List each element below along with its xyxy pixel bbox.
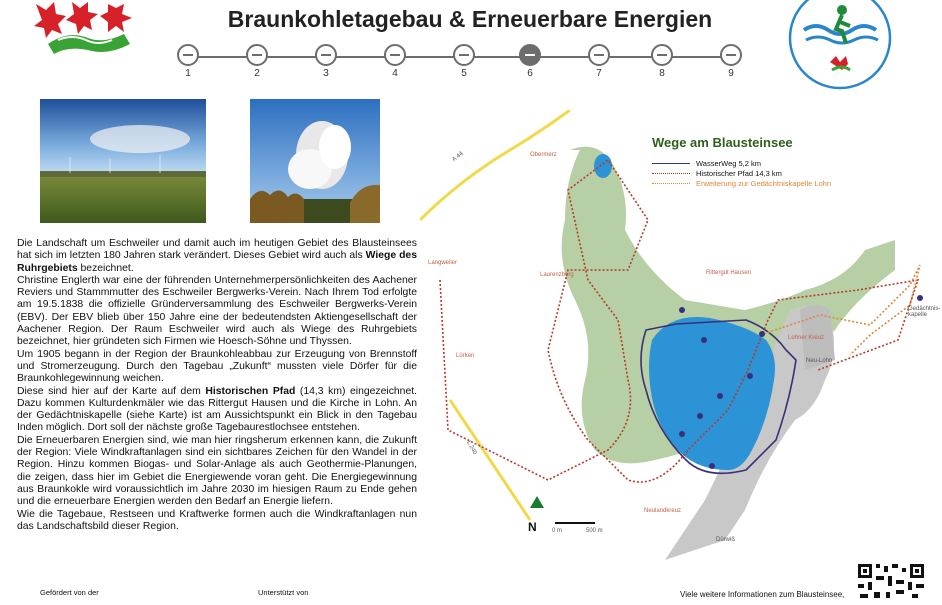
- footer-more-info: Viele weitere Informationen zum Blausteinsee,: [680, 590, 845, 599]
- paragraph-4: [17, 386, 417, 435]
- organization-logo-right: [786, 0, 894, 90]
- step-4[interactable]: [382, 44, 408, 79]
- step-6-icon: [519, 44, 541, 66]
- paragraph-1: [17, 238, 417, 275]
- qr-code[interactable]: [856, 562, 926, 600]
- north-label: N: [528, 520, 537, 534]
- place-kapelle: Gedächtnis-kapelle: [908, 306, 941, 318]
- step-6[interactable]: [517, 44, 543, 79]
- legend-extension-label: Erweiterung zur Gedächtniskapelle Lohn: [696, 178, 832, 188]
- page-title: Braunkohletagebau & Erneuerbare Energien: [227, 6, 713, 32]
- paragraph-5: Die Erneuerbaren Energien sind, wie man hier ringsherum erkennen kann, die Zukunft der Region: Viele Windkraftanlagen sind ein sichtbares Zeichen für den Wandel in der Region. Hinzu kommen Biogas- und Solar-Anlage als auch Geothermie-Planungen, die zeigen, dass hier im Gebiet die Energiewende voran geht. Die Energiegewinnung aus Braunkokle wird voraussichtlich im Jahre 2030 im hiesigen Raum zu Ende gehen und die erneuerbare Energien werden den Bedarf an Energie liefern.: [17, 434, 417, 508]
- step-3-icon: [315, 44, 337, 66]
- step-5-label: 5: [461, 68, 467, 79]
- landscape-photo-fields: [40, 99, 206, 223]
- place-luerken: Lürken: [456, 353, 475, 359]
- legend-water-swatch: [652, 163, 690, 164]
- legend-extension-swatch: [652, 183, 690, 184]
- place-rittergut: Rittergut Hausen: [706, 270, 752, 276]
- legend-water-label: WasserWeg 5,2 km: [696, 158, 762, 168]
- footer-funded-by: Gefördert von der: [40, 588, 99, 597]
- map-title: Wege am Blausteinsee: [652, 135, 793, 150]
- place-langweiler: Langweiler: [428, 260, 458, 266]
- step-7-icon: [588, 44, 610, 66]
- map-legend: [652, 158, 831, 188]
- step-9-label: 9: [728, 68, 734, 79]
- step-8[interactable]: [649, 44, 675, 79]
- paragraph-1-end: bezeichnet.: [77, 262, 134, 274]
- pond: [594, 154, 612, 178]
- step-2[interactable]: [244, 44, 270, 79]
- step-2-label: 2: [254, 68, 260, 79]
- legend-historic-label: Historischer Pfad 14,3 km: [696, 168, 782, 178]
- paragraph-3: Um 1905 begann in der Region der Braunkohleabbau zur Erzeugung von Brennstoff und Stromerzeugung. Durch den Tagebau „Zukunft“ mussten viele Dörfer für die Braunkohlegewinnung weichen.: [17, 348, 417, 385]
- step-8-label: 8: [659, 68, 665, 79]
- step-8-icon: [651, 44, 673, 66]
- legend-water-path: [652, 158, 831, 168]
- step-7[interactable]: [586, 44, 612, 79]
- step-3-label: 3: [323, 68, 329, 79]
- scale-end-label: 500 m: [586, 528, 603, 534]
- step-1-icon: [177, 44, 199, 66]
- step-5[interactable]: [451, 44, 477, 79]
- paragraph-2: Christine Englerth war eine der führenden Unternehmerpersönlichkeiten des Aachener Reviers und Stammmutter des Eschweiler Bergwerks-Verein. Nach Ihrem Tod erfolgte am 19.5.1838 die offizielle Gründerversammlung des Eschweiler Bergwerks-Verein (EBV). Der EBV blieb über 150 Jahre eine der bedeutendsten Aktiengesellschaft der Aachener Region. Der Raum Eschweiler wird auch als Wiege des Ruhrgebiets bezeichnet, hier gründeten sich Firmen wie Hoesch-Söhne und Thyssen.: [17, 274, 417, 348]
- place-duerwiss: Dürwiß: [716, 537, 735, 543]
- footer-supported-by: Unterstützt von: [258, 588, 309, 597]
- landscape-photo-clouds: [250, 99, 380, 223]
- step-7-label: 7: [596, 68, 602, 79]
- paragraph-4-end: (14,3 km) eingezeichnet. Dazu kommen Kulturdenkmäler wie das Rittergut Hausen und die Kirche in Lohn. An der Gedächtniskapelle (siehe Karte) ist am Aussichtspunkt ein Blick in den Tagebau Inden möglich. Dort soll der nächste große Tagebaurestlochsee entstehen.: [17, 385, 418, 434]
- place-laurenzberg: Laurenzberg: [540, 272, 574, 278]
- organization-logo-left: [28, 0, 140, 60]
- legend-extension-path: [652, 178, 831, 188]
- step-4-label: 4: [392, 68, 398, 79]
- paragraph-1-text: Die Landschaft um Eschweiler und damit auch im heutigen Gebiet des Blausteinsees hat sich im letzten 180 Jahren stark verändert. Dieses Gebiet wird auch als: [17, 238, 417, 262]
- trail-map[interactable]: [420, 110, 942, 560]
- step-1[interactable]: [175, 44, 201, 79]
- step-4-icon: [384, 44, 406, 66]
- body-text: [17, 238, 417, 533]
- place-obermerz: Obermerz: [530, 152, 557, 158]
- paragraph-4-highlight: Historischen Pfad: [205, 385, 296, 397]
- road-label-a44: A 44: [451, 150, 465, 164]
- legend-historic-path: [652, 168, 831, 178]
- paragraph-1-highlight: Wiege des Ruhrgebiets: [17, 250, 417, 274]
- place-neulohn: Neu-Lohn: [806, 358, 833, 364]
- step-6-label: 6: [527, 68, 533, 79]
- scale-start-label: 0 m: [552, 528, 563, 534]
- step-5-icon: [453, 44, 475, 66]
- paragraph-6: Wie die Tagebaue, Restseen und Kraftwerke formen auch die Windkraftanlagen nun das Landschaftsbild dieser Region.: [17, 508, 417, 532]
- step-3[interactable]: [313, 44, 339, 79]
- paragraph-4-text: Diese sind hier auf der Karte auf dem: [17, 385, 206, 397]
- place-neulandkreuz: Neulandkreuz: [644, 508, 682, 514]
- legend-historic-swatch: [652, 173, 690, 174]
- step-2-icon: [246, 44, 268, 66]
- chapter-stepper: [170, 44, 750, 84]
- step-1-label: 1: [185, 68, 191, 79]
- step-9[interactable]: [718, 44, 744, 79]
- road-label-l240: L 240: [465, 440, 478, 456]
- place-lohner-kreuz: Lohner Kreuz: [788, 335, 825, 341]
- step-9-icon: [720, 44, 742, 66]
